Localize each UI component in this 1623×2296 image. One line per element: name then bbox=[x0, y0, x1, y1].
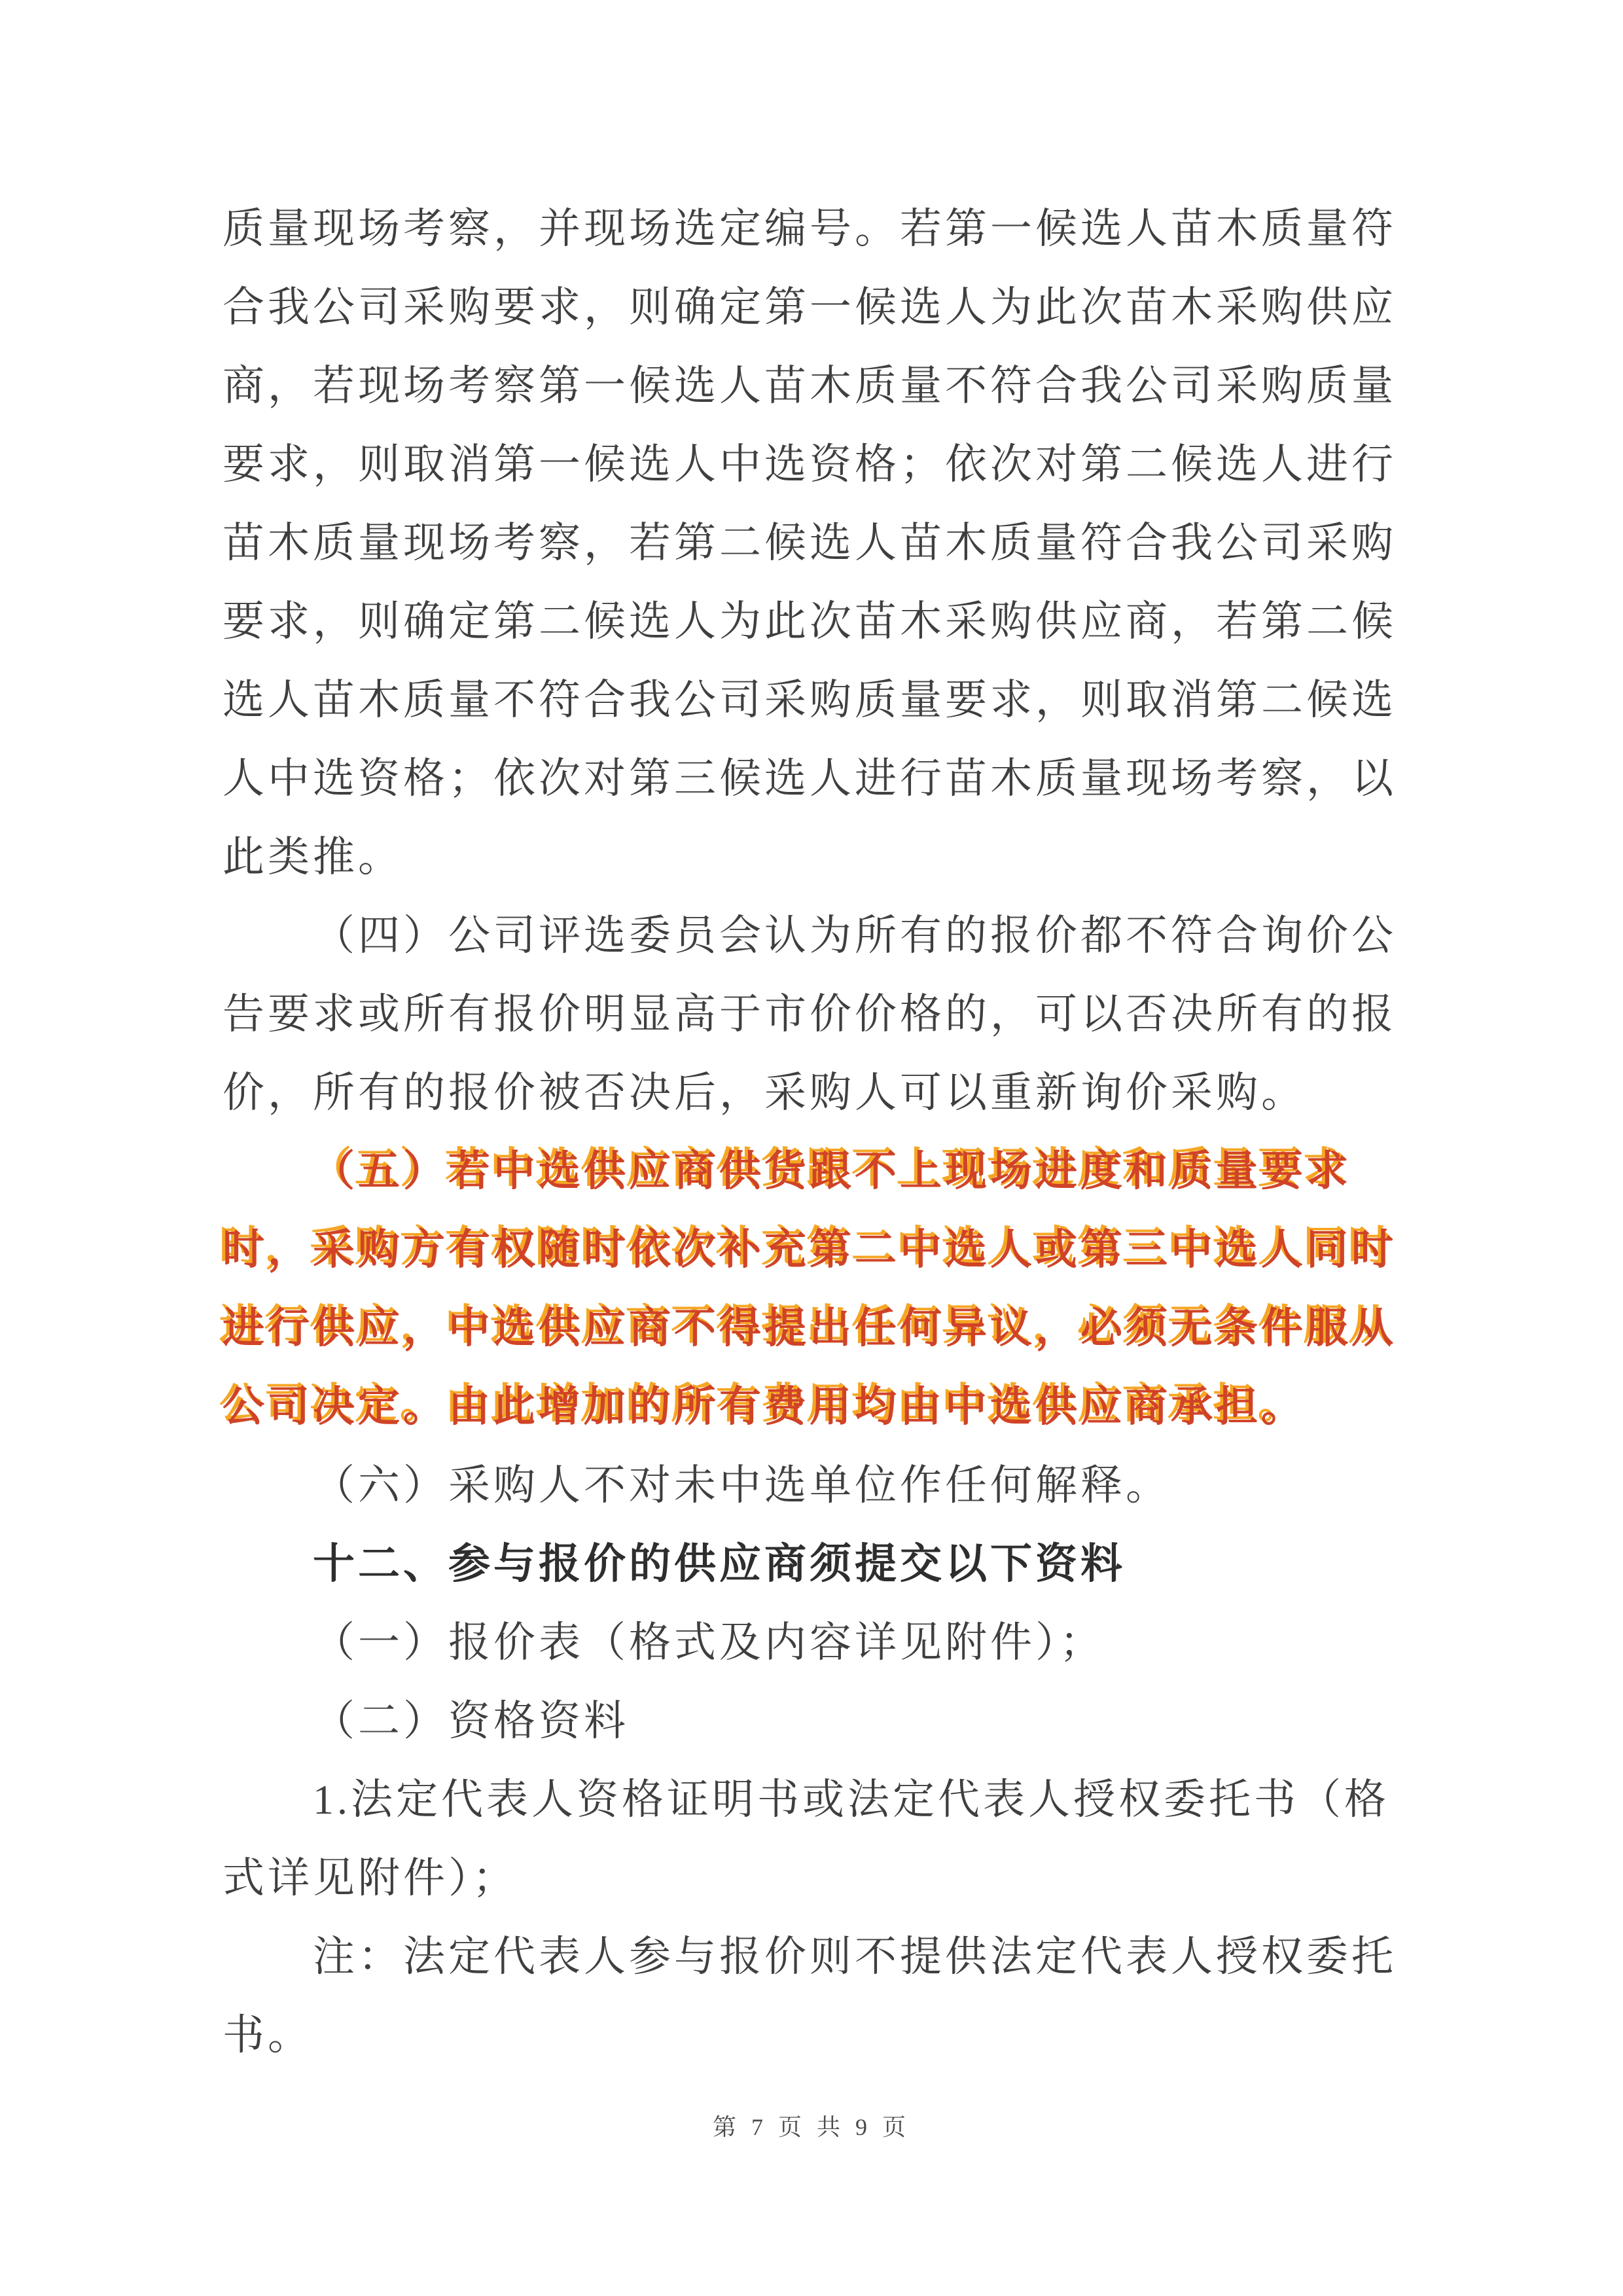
paragraph-body bbox=[223, 190, 1403, 897]
text-line: 时，采购方有权随时依次补充第二中选人或第三中选人同时 bbox=[223, 1227, 1397, 1273]
text-line: （四）公司评选委员会认为所有的报价都不符合询价公 bbox=[313, 912, 1397, 959]
text-line: 人中选资格；依次对第三候选人进行苗木质量现场考察，以 bbox=[223, 755, 1397, 802]
text-line: 1.法定代表人资格证明书或法定代表人授权委托书（格 bbox=[313, 1776, 1389, 1823]
text-line: （二）资格资料 bbox=[313, 1698, 629, 1744]
text-line: 商，若现场考察第一候选人苗木质量不符合我公司采购质量 bbox=[223, 363, 1397, 409]
paragraph-body bbox=[223, 1682, 1403, 1761]
text-line: 苗木质量现场考察，若第二候选人苗木质量符合我公司采购 bbox=[223, 520, 1397, 566]
paragraph-body bbox=[223, 1918, 1403, 2075]
paragraph-emphasis bbox=[223, 1132, 1403, 1446]
text-line: 十二、参与报价的供应商须提交以下资料 bbox=[313, 1541, 1126, 1587]
document-body bbox=[223, 190, 1403, 2075]
text-line: 质量现场考察，并现场选定编号。若第一候选人苗木质量符 bbox=[223, 206, 1397, 252]
paragraph-body bbox=[223, 1446, 1403, 1525]
text-line: （五）若中选供应商供货跟不上现场进度和质量要求 bbox=[313, 1148, 1351, 1194]
text-line: 合我公司采购要求，则确定第一候选人为此次苗木采购供应 bbox=[223, 284, 1397, 331]
paragraph-heading bbox=[223, 1525, 1403, 1604]
text-line: 书。 bbox=[223, 2012, 313, 2058]
paragraph-body bbox=[223, 1604, 1403, 1682]
text-line: 告要求或所有报价明显高于市价价格的，可以否决所有的报 bbox=[223, 991, 1397, 1037]
text-line: （六）采购人不对未中选单位作任何解释。 bbox=[313, 1462, 1171, 1509]
text-line: 要求，则确定第二候选人为此次苗木采购供应商，若第二候 bbox=[223, 598, 1397, 645]
text-line: （一）报价表（格式及内容详见附件）； bbox=[313, 1619, 1105, 1666]
text-line: 注：法定代表人参与报价则不提供法定代表人授权委托 bbox=[313, 1933, 1397, 1980]
text-line: 选人苗木质量不符合我公司采购质量要求，则取消第二候选 bbox=[223, 677, 1397, 723]
text-line: 公司决定。由此增加的所有费用均由中选供应商承担。 bbox=[223, 1384, 1306, 1430]
text-line: 进行供应，中选供应商不得提出任何异议，必须无条件服从 bbox=[223, 1305, 1397, 1352]
paragraph-body bbox=[223, 897, 1403, 1132]
text-line: 式详见附件）； bbox=[223, 1855, 518, 1901]
page-number: 第 7 页 共 9 页 bbox=[712, 2114, 910, 2140]
paragraph-body bbox=[223, 1761, 1403, 1918]
text-line: 价，所有的报价被否决后，采购人可以重新询价采购。 bbox=[223, 1069, 1306, 1116]
text-line: 此类推。 bbox=[223, 834, 403, 880]
text-line: 要求，则取消第一候选人中选资格；依次对第二候选人进行 bbox=[223, 441, 1397, 488]
